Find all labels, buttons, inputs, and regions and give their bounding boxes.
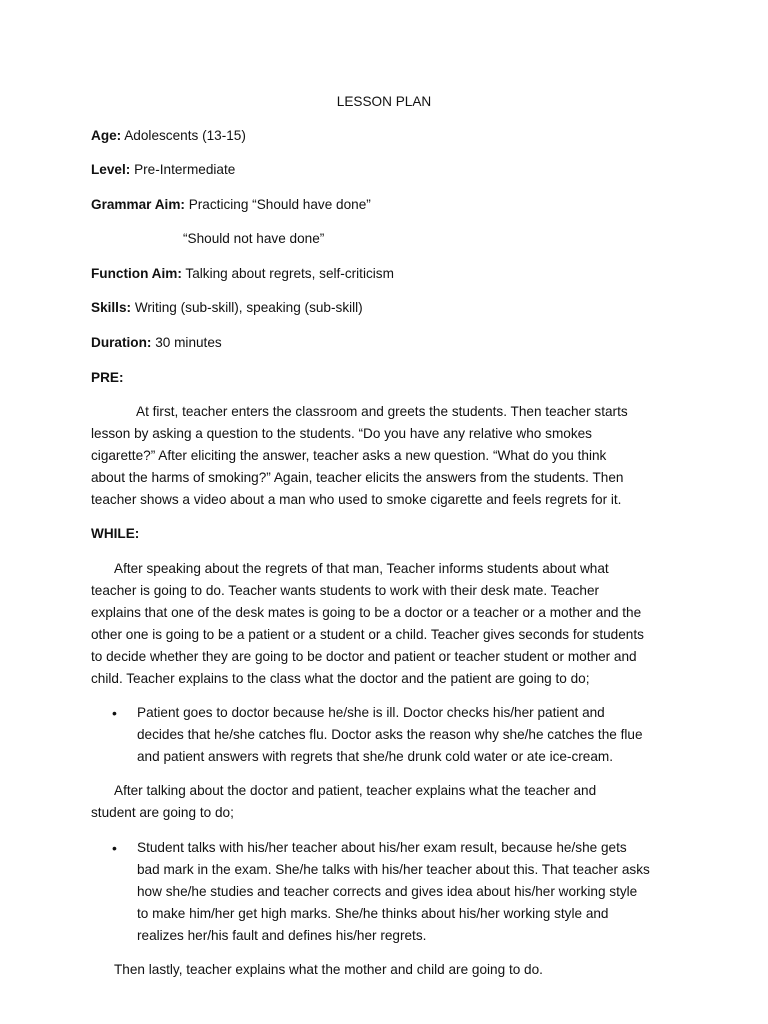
duration-label: Duration:: [91, 335, 152, 350]
bullet-line: how she/he studies and teacher corrects and gives idea about his/her working style: [137, 884, 638, 899]
bullet-line: to make him/her get high marks. She/he thinks about his/her working style and: [137, 906, 609, 921]
last-paragraph: [91, 959, 681, 981]
duration-field: [91, 332, 681, 354]
duration-value: 30 minutes: [151, 335, 222, 350]
after-doctor-line: student are going to do;: [91, 805, 234, 820]
after-doctor-line: After talking about the doctor and patient, teacher explains what the teacher and: [114, 783, 597, 798]
pre-line: cigarette?” After eliciting the answer, teacher asks a new question. “What do you think: [91, 448, 607, 463]
pre-heading: PRE:: [91, 370, 124, 385]
while-heading: WHILE:: [91, 526, 140, 541]
while-line: to decide whether they are going to be doctor and patient or teacher student or mother and: [91, 649, 637, 664]
function-aim-value: Talking about regrets, self-criticism: [181, 266, 394, 281]
grammar-aim-value: Practicing “Should have done”: [184, 197, 371, 212]
bullet-line: and patient answers with regrets that she/he drunk cold water or ate ice-cream.: [137, 749, 614, 764]
skills-label: Skills:: [91, 300, 132, 315]
pre-paragraph: [91, 401, 681, 511]
pre-line: lesson by asking a question to the students. “Do you have any relative who smokes: [91, 426, 592, 441]
level-value: Pre-Intermediate: [130, 162, 236, 177]
bullet-icon: •: [112, 840, 117, 856]
level-label: Level:: [91, 162, 131, 177]
level-field: [91, 159, 681, 181]
after-doctor-paragraph: [91, 780, 681, 824]
function-aim-field: [91, 263, 681, 285]
grammar-aim-label: Grammar Aim:: [91, 197, 185, 212]
skills-value: Writing (sub-skill), speaking (sub-skill): [131, 300, 363, 315]
function-aim-label: Function Aim:: [91, 266, 182, 281]
pre-line: about the harms of smoking?” Again, teacher elicits the answers from the students. Then: [91, 470, 624, 485]
age-field: [91, 125, 681, 147]
last-line: Then lastly, teacher explains what the mother and child are going to do.: [114, 962, 543, 977]
page-title: LESSON PLAN: [336, 94, 432, 109]
while-line: After speaking about the regrets of that man, Teacher informs students about what: [114, 561, 609, 576]
bullet-text: [137, 702, 682, 768]
pre-line: teacher shows a video about a man who used to smoke cigarette and feels regrets for it.: [91, 492, 622, 507]
age-value: Adolescents (13-15): [121, 128, 246, 143]
while-line: explains that one of the desk mates is going to be a doctor or a teacher or a mother and the: [91, 605, 642, 620]
grammar-aim-value-2: “Should not have done”: [183, 231, 325, 246]
bullet-line: decides that he/she catches flu. Doctor asks the reason why she/he catches the flue: [137, 727, 643, 742]
bullet-line: Student talks with his/her teacher about his/her exam result, because he/she gets: [137, 840, 627, 855]
skills-field: [91, 297, 681, 319]
bullet-line: bad mark in the exam. She/he talks with his/her teacher about this. That teacher asks: [137, 862, 650, 877]
while-line: teacher is going to do. Teacher wants students to work with their desk mate. Teacher: [91, 583, 600, 598]
while-line: child. Teacher explains to the class what the doctor and the patient are going to do;: [91, 671, 590, 686]
age-label: Age:: [91, 128, 122, 143]
pre-line: At first, teacher enters the classroom and greets the students. Then teacher starts: [136, 404, 628, 419]
bullet-text: [137, 837, 682, 947]
bullet-line: Patient goes to doctor because he/she is ill. Doctor checks his/her patient and: [137, 705, 605, 720]
bullet-icon: •: [112, 705, 117, 721]
while-paragraph: [91, 558, 681, 690]
while-line: other one is going to be a patient or a student or a child. Teacher gives seconds for students: [91, 627, 644, 642]
bullet-line: realizes her/his fault and defines his/her regrets.: [137, 928, 427, 943]
grammar-aim-field: [91, 194, 681, 216]
